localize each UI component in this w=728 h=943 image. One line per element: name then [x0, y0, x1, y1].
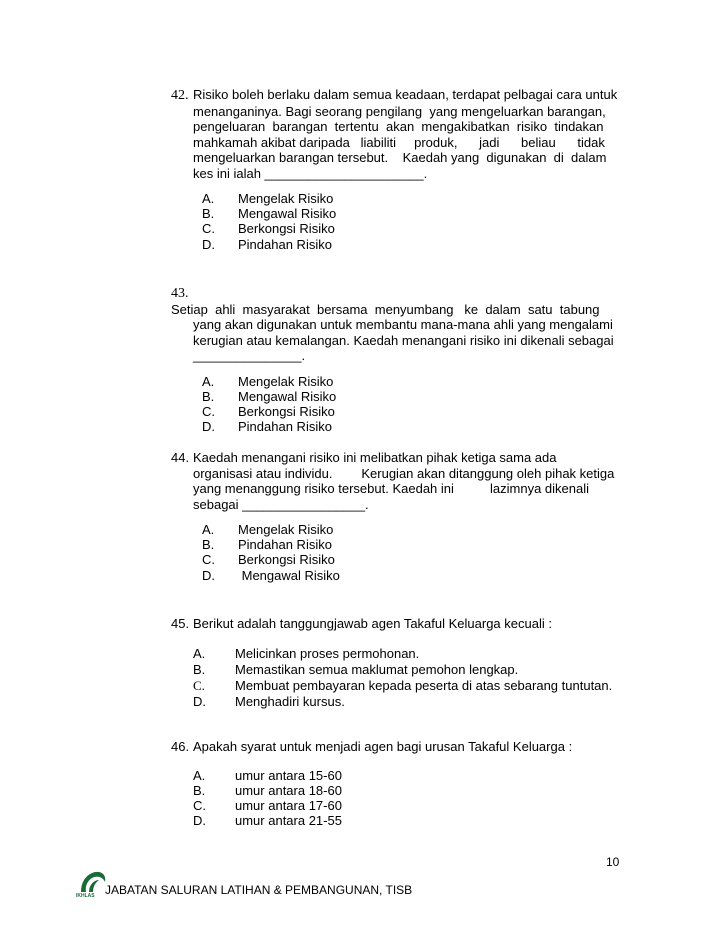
option-a: [193, 522, 621, 537]
option-text: Berkongsi Risiko: [238, 403, 335, 419]
option-text: Membuat pembayaran kepada peserta di atas sebarang tuntutan.: [235, 677, 613, 693]
svg-text:IKHLAS: IKHLAS: [76, 893, 95, 898]
option-letter: D.: [193, 693, 206, 709]
option-letter: A.: [202, 522, 215, 537]
question-45: [171, 616, 631, 710]
option-text: Berkongsi Risiko: [238, 221, 335, 237]
stem-line: menanganinya. Bagi seorang pengilang yang mengeluarkan barangan,: [193, 103, 606, 119]
question-number: 44.: [171, 450, 190, 465]
question-43: [171, 285, 621, 434]
question-stem: [171, 616, 631, 632]
option-c: [171, 798, 621, 813]
option-b: [193, 206, 621, 221]
stem-line: organisasi atau individu. Kerugian akan ditanggung oleh pihak ketiga: [193, 465, 615, 481]
option-letter: B.: [193, 782, 206, 798]
options-list: [171, 191, 621, 252]
option-letter: A.: [193, 645, 206, 661]
page-number: 10: [606, 855, 620, 869]
option-letter: D.: [193, 813, 206, 829]
option-a: [171, 768, 621, 783]
option-letter: C.: [202, 403, 215, 419]
option-text: umur antara 18-60: [235, 782, 342, 798]
option-c: [193, 221, 621, 236]
question-44: [171, 450, 621, 583]
page-footer: [75, 868, 475, 898]
option-text: Memastikan semua maklumat pemohon lengkap.: [235, 661, 519, 677]
option-b: [171, 662, 631, 678]
option-c: [193, 404, 621, 419]
options-list: [171, 374, 621, 435]
option-text: Pindahan Risiko: [238, 236, 332, 252]
option-letter: B.: [202, 206, 215, 222]
option-text: Menghadiri kursus.: [235, 693, 345, 709]
question-number: 42.: [171, 88, 189, 103]
option-letter: C.: [202, 221, 215, 237]
option-d: [193, 419, 621, 434]
option-text: Berkongsi Risiko: [238, 552, 335, 568]
options-list: [171, 768, 621, 829]
stem-line: kerugian atau kemalangan. Kaedah menangani risiko ini dikenali sebagai: [193, 332, 614, 348]
stem-line: mengeluarkan barangan tersebut. Kaedah yang digunakan di dalam: [193, 150, 607, 165]
option-text: Pindahan Risiko: [238, 419, 332, 435]
stem-line: Setiap ahli masyarakat bersama menyumbang ke dalam satu tabung: [171, 301, 600, 317]
option-letter: B.: [202, 388, 215, 404]
option-c: [193, 552, 621, 567]
stem-line: mahkamah akibat daripada liabiliti produk, jadi beliau tidak: [193, 134, 605, 150]
question-stem: [171, 739, 621, 755]
option-letter: B.: [202, 537, 215, 553]
option-text: Melicinkan proses permohonan.: [235, 645, 420, 661]
stem-line: Apakah syarat untuk menjadi agen bagi urusan Takaful Keluarga :: [193, 739, 573, 754]
stem-line: _______________.: [193, 348, 306, 363]
question-46: [171, 739, 621, 828]
stem-line: kes ini ialah ______________________.: [193, 165, 428, 181]
option-text: Mengelak Risiko: [238, 522, 334, 537]
question-stem: [171, 450, 621, 512]
question-number: 43.: [171, 286, 189, 301]
option-d: [193, 237, 621, 252]
option-letter: A.: [202, 191, 215, 206]
option-letter: D.: [202, 236, 215, 252]
question-number: 45.: [171, 616, 190, 631]
option-text: Mengelak Risiko: [238, 191, 334, 206]
option-text: Mengawal Risiko: [238, 388, 337, 404]
option-c: [171, 678, 631, 694]
option-text: Mengelak Risiko: [238, 373, 334, 389]
question-number: 46.: [171, 739, 190, 754]
stem-line: Kaedah menangani risiko ini melibatkan pihak ketiga sama ada: [193, 450, 557, 465]
question-stem: [171, 87, 621, 181]
stem-line: sebagai _________________.: [193, 496, 369, 512]
option-text: umur antara 17-60: [235, 797, 342, 813]
question-42: [171, 87, 621, 252]
option-b: [193, 537, 621, 552]
footer-text: JABATAN SALURAN LATIHAN & PEMBANGUNAN, TISB: [105, 883, 413, 897]
option-d: [171, 813, 621, 828]
option-b: [171, 783, 621, 798]
option-letter: B.: [193, 661, 206, 677]
option-text: Pindahan Risiko: [238, 537, 332, 553]
option-b: [193, 389, 621, 404]
question-stem: [171, 285, 621, 364]
stem-line: pengeluaran barangan tertentu akan mengakibatkan risiko tindakan: [193, 119, 604, 134]
stem-line: Berikut adalah tanggungjawab agen Takaful Keluarga kecuali :: [193, 616, 552, 631]
option-letter: D.: [202, 567, 215, 583]
options-list: [171, 522, 621, 583]
option-d: [193, 568, 621, 583]
option-letter: C.: [193, 797, 206, 813]
option-d: [171, 694, 631, 710]
option-a: [171, 646, 631, 662]
stem-line: Risiko boleh berlaku dalam semua keadaan, terdapat pelbagai cara untuk: [193, 87, 618, 102]
option-letter: A.: [202, 373, 215, 389]
option-text: umur antara 21-55: [235, 813, 342, 829]
options-list: [171, 646, 631, 710]
option-letter: C.: [193, 677, 205, 693]
option-letter: A.: [193, 767, 206, 783]
option-letter: C.: [202, 552, 215, 568]
option-letter: D.: [202, 419, 215, 435]
stem-line: yang akan digunakan untuk membantu mana-mana ahli yang mengalami: [193, 317, 613, 332]
option-text: Mengawal Risiko: [238, 567, 340, 583]
option-a: [193, 374, 621, 389]
option-text: umur antara 15-60: [235, 767, 342, 783]
stem-line: yang menanggung risiko tersebut. Kaedah ini lazimnya dikenali: [193, 481, 590, 496]
option-a: [193, 191, 621, 206]
option-text: Mengawal Risiko: [238, 206, 337, 222]
